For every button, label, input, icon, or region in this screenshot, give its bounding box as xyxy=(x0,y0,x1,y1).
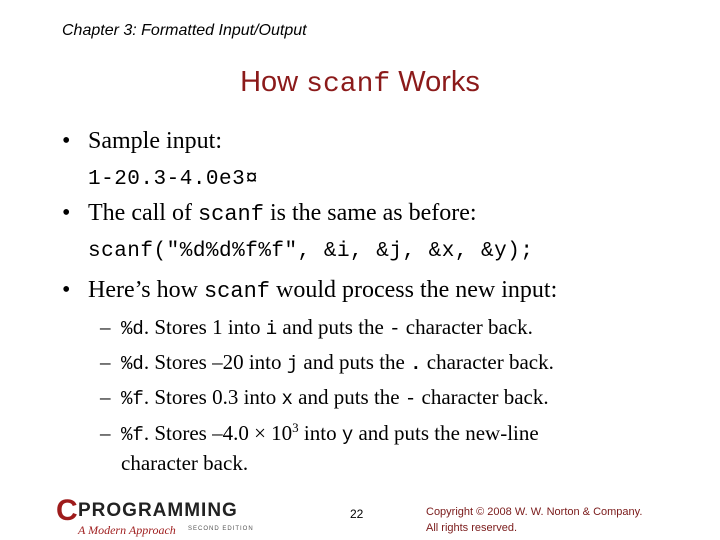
logo-tagline: A Modern Approach xyxy=(78,523,176,537)
bullet-scanf-call xyxy=(62,200,477,227)
subitem-4 xyxy=(100,420,539,446)
copyright-line-2: All rights reserved. xyxy=(426,522,518,534)
sub-text: character back. xyxy=(416,385,549,409)
slide-title xyxy=(0,66,720,100)
logo-edition: SECOND EDITION xyxy=(188,526,254,532)
char-code: - xyxy=(404,388,417,410)
var-name: y xyxy=(341,424,354,446)
scanf-call-code: scanf("%d%d%f%f", &i, &j, &x, &y); xyxy=(88,240,534,263)
char-code: - xyxy=(389,318,401,340)
sub-text: and puts the xyxy=(298,350,411,374)
exponent: 3 xyxy=(292,420,299,435)
bullet-text-pre: The call of xyxy=(88,200,198,226)
sub-text: . Stores 1 into xyxy=(143,315,266,339)
c-programming-logo xyxy=(56,496,270,536)
sub-text: . Stores 0.3 into xyxy=(143,385,282,409)
dash-icon: – xyxy=(100,350,111,374)
bullet-text-post: is the same as before: xyxy=(263,200,477,226)
page-number: 22 xyxy=(350,507,364,521)
sub-text: into xyxy=(298,421,342,445)
subitem-1 xyxy=(100,315,533,340)
sub-text: and puts the xyxy=(292,385,405,409)
bullet-dot-icon: • xyxy=(62,128,71,154)
sub-text: character back. xyxy=(421,350,554,374)
char-code: . xyxy=(410,353,422,375)
sub-text: and puts the xyxy=(277,315,390,339)
sub-text: . Stores –4.0 × 10 xyxy=(143,421,293,445)
chapter-header: Chapter 3: Formatted Input/Output xyxy=(62,22,307,39)
title-pre: How xyxy=(240,66,307,98)
title-post: Works xyxy=(390,66,480,98)
bullet-how-scanf xyxy=(62,277,557,304)
copyright-line-1: Copyright © 2008 W. W. Norton & Company. xyxy=(426,506,643,518)
bullet-sample-input xyxy=(62,128,222,155)
bullet-text-pre: Here’s how xyxy=(88,277,204,303)
conv-spec: %d xyxy=(121,318,144,340)
var-name: j xyxy=(286,353,299,375)
conv-spec: %d xyxy=(121,353,144,375)
subitem-4-continued: character back. xyxy=(121,451,249,475)
dash-icon: – xyxy=(100,315,111,339)
logo-letter: C xyxy=(56,494,78,527)
var-name: x xyxy=(281,388,293,410)
sample-input-code: 1-20.3-4.0e3¤ xyxy=(88,168,259,191)
bullet-text: Sample input: xyxy=(88,128,222,154)
title-code: scanf xyxy=(306,69,391,100)
var-name: i xyxy=(265,318,278,340)
bullet-dot-icon: • xyxy=(62,277,71,303)
bullet-dot-icon: • xyxy=(62,200,71,226)
dash-icon: – xyxy=(100,385,111,409)
bullet-code: scanf xyxy=(203,279,270,304)
sub-text: and puts the new-line xyxy=(353,421,539,445)
bullet-text-post: would process the new input: xyxy=(269,277,558,303)
sub-text: character back. xyxy=(400,315,533,339)
bullet-code: scanf xyxy=(197,202,264,227)
copyright-notice xyxy=(426,504,642,536)
subitem-3 xyxy=(100,385,549,410)
logo-word: PROGRAMMING xyxy=(78,500,238,521)
sub-text: . Stores –20 into xyxy=(143,350,287,374)
conv-spec: %f xyxy=(121,424,144,446)
subitem-2 xyxy=(100,350,554,375)
conv-spec: %f xyxy=(121,388,144,410)
dash-icon: – xyxy=(100,421,111,445)
